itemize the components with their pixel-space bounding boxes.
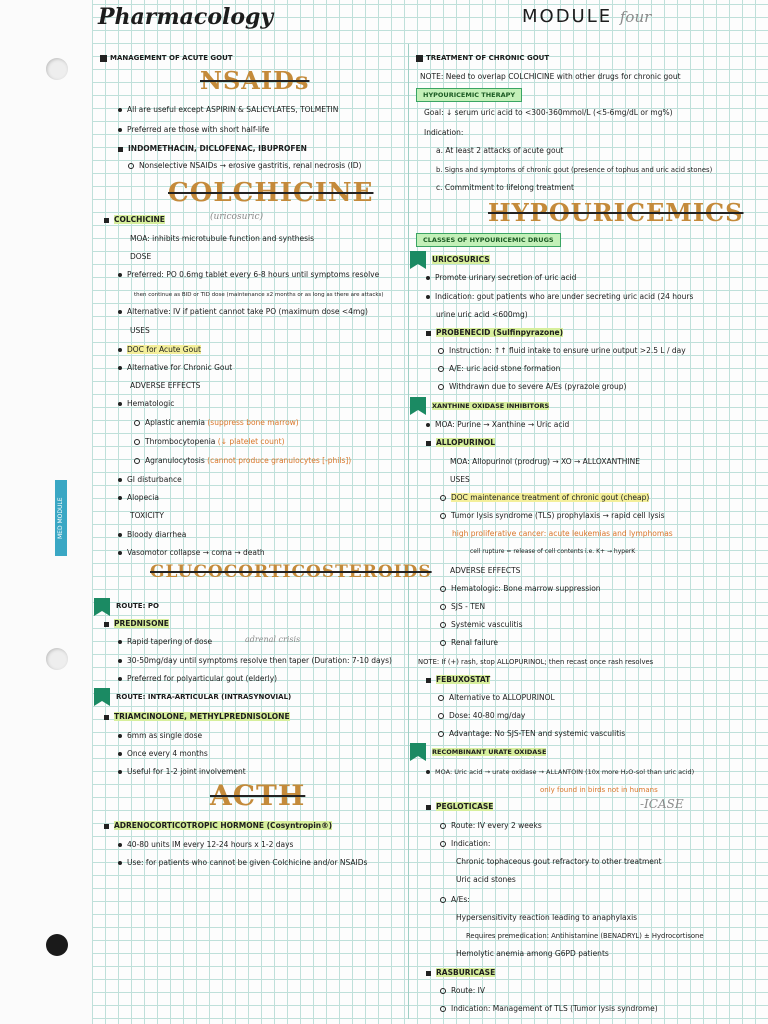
drug-list: INDOMETHACIN, DICLOFENAC, IBUPROFEN <box>128 144 307 153</box>
note-line <box>440 1003 658 1015</box>
note-line: NOTE: If (+) rash, stop ALLOPURINOL; then recast once rash resolves <box>418 658 654 666</box>
note-line <box>104 820 332 832</box>
note-text: Preferred for polyarticular gout (elderly) <box>127 674 278 683</box>
note-text: DOC maintenance treatment of chronic gout (cheap) <box>451 493 650 502</box>
note-line <box>128 160 361 172</box>
note-line: urine uric acid <600mg) <box>436 310 528 319</box>
note-text: TOXICITY <box>130 511 164 520</box>
note-line <box>118 474 182 486</box>
note-line <box>426 801 493 813</box>
drug-name: ALLOPURINOL <box>436 438 496 447</box>
note-text: MOA: Uric acid → urate oxidase → ALLANTOIN (10x more H₂O-sol than uric acid) <box>435 768 695 776</box>
side-tab: MED MODULE <box>55 480 67 556</box>
note-text: Uric acid stones <box>456 875 516 884</box>
note-text: A/E: uric acid stone formation <box>449 364 561 373</box>
note-line <box>118 492 159 504</box>
note-text: 40-80 units IM every 12-24 hours x 1-2 days <box>127 840 294 849</box>
tag-line <box>416 233 561 247</box>
note-line <box>432 254 490 266</box>
route-label: ROUTE: INTRA-ARTICULAR (INTRASYNOVIAL) <box>116 693 292 701</box>
note-line <box>440 637 498 649</box>
note-line <box>134 436 285 448</box>
note-line <box>440 619 522 631</box>
hypouricemics-title: HYPOURICEMICS <box>488 198 744 227</box>
hypouricemic-therapy-tag: HYPOURICEMIC THERAPY <box>416 88 522 102</box>
ribbon-marker <box>94 688 110 706</box>
note-line <box>118 547 265 559</box>
note-line <box>118 362 232 374</box>
gout-heading: MANAGEMENT OF ACUTE GOUT <box>110 54 233 62</box>
note-line <box>118 269 379 281</box>
section-header <box>416 52 549 64</box>
note-line: NOTE: Need to overlap COLCHICINE with other drugs for chronic gout <box>420 72 681 81</box>
note-text: Route: IV every 2 weeks <box>451 821 542 830</box>
note-line <box>456 856 662 868</box>
note-annotation: (cannot produce granulocytes [-phils]) <box>207 456 352 465</box>
note-text: 6mm as single dose <box>127 731 203 740</box>
note-line: Hemolytic anemia among G6PD patients <box>456 949 609 958</box>
note-line <box>118 748 208 760</box>
note-line <box>118 857 367 869</box>
note-text: Use: for patients who cannot be given Colchicine and/or NSAIDs <box>127 858 368 867</box>
note-line <box>438 345 686 357</box>
note-line: ADVERSE EFFECTS <box>450 566 521 575</box>
route-label: ROUTE: PO <box>116 602 159 610</box>
note-line: Goal: ↓ serum uric acid to <300-360mmol/L (<5-6mg/dL or mg%) <box>424 108 673 117</box>
note-line <box>134 455 351 467</box>
note-line <box>130 251 151 263</box>
note-annotation: (suppress bone marrow) <box>207 418 299 427</box>
binder-hole <box>46 934 68 956</box>
ribbon-marker <box>410 397 426 415</box>
note-text: MOA: Purine → Xanthine → Uric acid <box>435 420 570 429</box>
note-line <box>426 419 569 431</box>
note-line <box>440 583 601 595</box>
note-text: Nonselective NSAIDs → erosive gastritis, renal necrosis (ID) <box>139 161 362 170</box>
note-line <box>118 398 174 410</box>
note-text: GI disturbance <box>127 475 182 484</box>
chronic-heading: TREATMENT OF CHRONIC GOUT <box>426 54 550 62</box>
note-line: only found in birds not in humans <box>540 786 658 794</box>
binder-hole <box>46 58 68 80</box>
note-line <box>426 766 694 778</box>
drug-name: ADRENOCORTICOTROPIC HORMONE (Cosyntropin®) <box>114 821 333 830</box>
note-line <box>440 510 665 522</box>
note-text: Indication: gout patients who are under secreting uric acid (24 hours <box>435 292 694 301</box>
note-text: ADVERSE EFFECTS <box>130 381 201 390</box>
note-line: b. Signs and symptoms of chronic gout (presence of tophus and uric acid stones) <box>436 166 713 174</box>
note-text: Alternative to ALLOPURINOL <box>449 693 555 702</box>
note-line: USES <box>450 475 470 484</box>
note-line <box>426 291 693 303</box>
note-line <box>426 272 576 284</box>
note-line <box>118 839 293 851</box>
colchicine-title: COLCHICINE <box>168 178 374 208</box>
note-line <box>438 381 626 393</box>
note-text: Vasomotor collapse → coma → death <box>127 548 265 557</box>
note-line <box>438 692 555 704</box>
note-line <box>118 529 186 541</box>
note-text: Aplastic anemia <box>145 418 205 427</box>
note-text: MOA: inhibits microtubule function and synthesis <box>130 234 315 243</box>
note-text: Advantage: No SJS-TEN and systemic vasculitis <box>449 729 626 738</box>
note-text: Promote urinary secretion of uric acid <box>435 273 577 282</box>
note-line <box>440 894 470 906</box>
drug-name: PROBENECID (Sulfinpyrazone) <box>436 328 564 337</box>
ribbon-marker <box>410 251 426 269</box>
note-line <box>118 344 201 356</box>
note-line <box>130 380 200 392</box>
note-text: DOSE <box>130 252 152 261</box>
note-text: Chronic tophaceous gout refractory to other treatment <box>456 857 662 866</box>
note-line <box>118 636 212 648</box>
acth-title: ACTH <box>210 779 306 812</box>
note-text: Bloody diarrhea <box>127 530 187 539</box>
drug-name: TRIAMCINOLONE, METHYLPREDNISOLONE <box>114 712 290 721</box>
note-line <box>104 711 290 723</box>
note-text: Thrombocytopenia <box>145 437 216 446</box>
note-text: DOC for Acute Gout <box>127 345 201 354</box>
note-text: Preferred: PO 0.6mg tablet every 6-8 hours until symptoms resolve <box>127 270 380 279</box>
page-title: Pharmacology <box>98 4 274 30</box>
ribbon-marker <box>410 743 426 761</box>
binder-hole <box>46 648 68 670</box>
note-line <box>426 674 490 686</box>
drug-name: RASBURICASE <box>436 968 496 977</box>
note-line <box>438 710 525 722</box>
note-line <box>426 437 495 449</box>
note-handwriting: -ICASE <box>640 797 684 811</box>
drug-name: FEBUXOSTAT <box>436 675 491 684</box>
note-line <box>440 492 649 504</box>
note-line <box>104 618 169 630</box>
note-handwriting: adrenal crisis <box>245 635 301 644</box>
note-line <box>438 363 560 375</box>
note-line <box>134 417 299 429</box>
note-line <box>426 327 563 339</box>
note-text: A/Es: <box>451 895 470 904</box>
note-text: Alternative for Chronic Gout <box>127 363 233 372</box>
note-line: Indication: <box>424 128 464 137</box>
note-line <box>118 306 368 318</box>
module-handwriting: four <box>619 8 652 26</box>
note-text: Route: IV <box>451 986 486 995</box>
note-text: SJS - TEN <box>451 602 486 611</box>
note-line <box>432 400 549 412</box>
column-divider <box>408 44 409 1019</box>
note-text: Indication: <box>451 839 491 848</box>
tag-line <box>416 88 522 102</box>
note-text: 30-50mg/day until symptoms resolve then taper (Duration: 7-10 days) <box>127 656 392 665</box>
class-name: RECOMBINANT URATE OXIDASE <box>432 748 547 756</box>
colchicine-handwriting: (uricosuric) <box>210 212 264 222</box>
note-text: Rapid tapering of dose <box>127 637 213 646</box>
note-line <box>118 124 269 136</box>
note-line: MOA: Allopurinol (prodrug) → XO → ALLOXANTHINE <box>450 457 640 466</box>
note-text: Withdrawn due to severe A/Es (pyrazole group) <box>449 382 627 391</box>
note-line: then continue as BID or TID dose (maintenance x2 months or as long as there are attacks) <box>134 292 384 298</box>
ribbon-marker <box>94 598 110 616</box>
note-text: Indication: Management of TLS (Tumor lysis syndrome) <box>451 1004 658 1013</box>
note-text: Hematologic <box>127 399 175 408</box>
glucocorticosteroids-title: GLUCOCORTICOSTEROIDS <box>150 562 432 582</box>
class-name: URICOSURICS <box>432 255 490 264</box>
note-line: Requires premedication: Antihistamine (BENADRYL) ± Hydrocortisone <box>466 932 704 940</box>
note-text: Hematologic: Bone marrow suppression <box>451 584 601 593</box>
note-line <box>438 728 625 740</box>
note-line <box>130 510 164 522</box>
drug-name: PEGLOTICASE <box>436 802 494 811</box>
note-text: Preferred are those with short half-life <box>127 125 270 134</box>
note-text: Hypersensitivity reaction leading to anaphylaxis <box>456 913 638 922</box>
note-line <box>432 746 546 758</box>
note-line: c. Commitment to lifelong treatment <box>436 183 574 192</box>
note-line <box>118 655 392 667</box>
note-text: Agranulocytosis <box>145 456 205 465</box>
drug-name: PREDNISONE <box>114 619 169 628</box>
drug-name: COLCHICINE <box>114 215 165 224</box>
note-text: Tumor lysis syndrome (TLS) prophylaxis → rapid cell lysis <box>451 511 665 520</box>
note-line <box>456 874 516 886</box>
note-line <box>118 673 277 685</box>
note-text: Renal failure <box>451 638 498 647</box>
note-text: Systemic vasculitis <box>451 620 523 629</box>
note-text: Once every 4 months <box>127 749 208 758</box>
note-text: Alternative: IV if patient cannot take PO (maximum dose <4mg) <box>127 307 368 316</box>
note-line: cell rupture = release of cell contents i.e. K+ → hyperK <box>470 548 636 555</box>
page-margin <box>0 0 92 1024</box>
note-text: Dose: 40-80 mg/day <box>449 711 526 720</box>
note-line <box>456 912 637 924</box>
note-line <box>130 325 150 337</box>
note-line <box>440 820 542 832</box>
note-text: Useful for 1-2 joint involvement <box>127 767 246 776</box>
note-text: Alopecia <box>127 493 159 502</box>
note-line <box>118 143 307 155</box>
module-word: MODULE <box>522 6 613 27</box>
classes-tag: CLASSES OF HYPOURICEMIC DRUGS <box>416 233 561 247</box>
note-line <box>118 766 246 778</box>
section-header <box>100 52 233 64</box>
note-line <box>440 985 485 997</box>
note-text: All are useful except ASPIRIN & SALICYLATES, TOLMETIN <box>127 105 339 114</box>
note-line <box>104 214 165 226</box>
note-annotation: (↓ platelet count) <box>217 437 285 446</box>
note-line <box>440 838 490 850</box>
nsaids-title: NSAIDs <box>200 66 310 95</box>
note-line <box>118 730 202 742</box>
note-line <box>130 233 314 245</box>
note-line <box>440 601 485 613</box>
module-label <box>522 6 651 27</box>
note-line: a. At least 2 attacks of acute gout <box>436 146 564 155</box>
note-text: USES <box>130 326 150 335</box>
note-text: Instruction: ↑↑ fluid intake to ensure urine output >2.5 L / day <box>449 346 686 355</box>
class-name: XANTHINE OXIDASE INHIBITORS <box>432 402 550 410</box>
note-line <box>118 104 338 116</box>
note-line <box>426 967 495 979</box>
note-line: high proliferative cancer: acute leukemias and lymphomas <box>452 529 673 538</box>
